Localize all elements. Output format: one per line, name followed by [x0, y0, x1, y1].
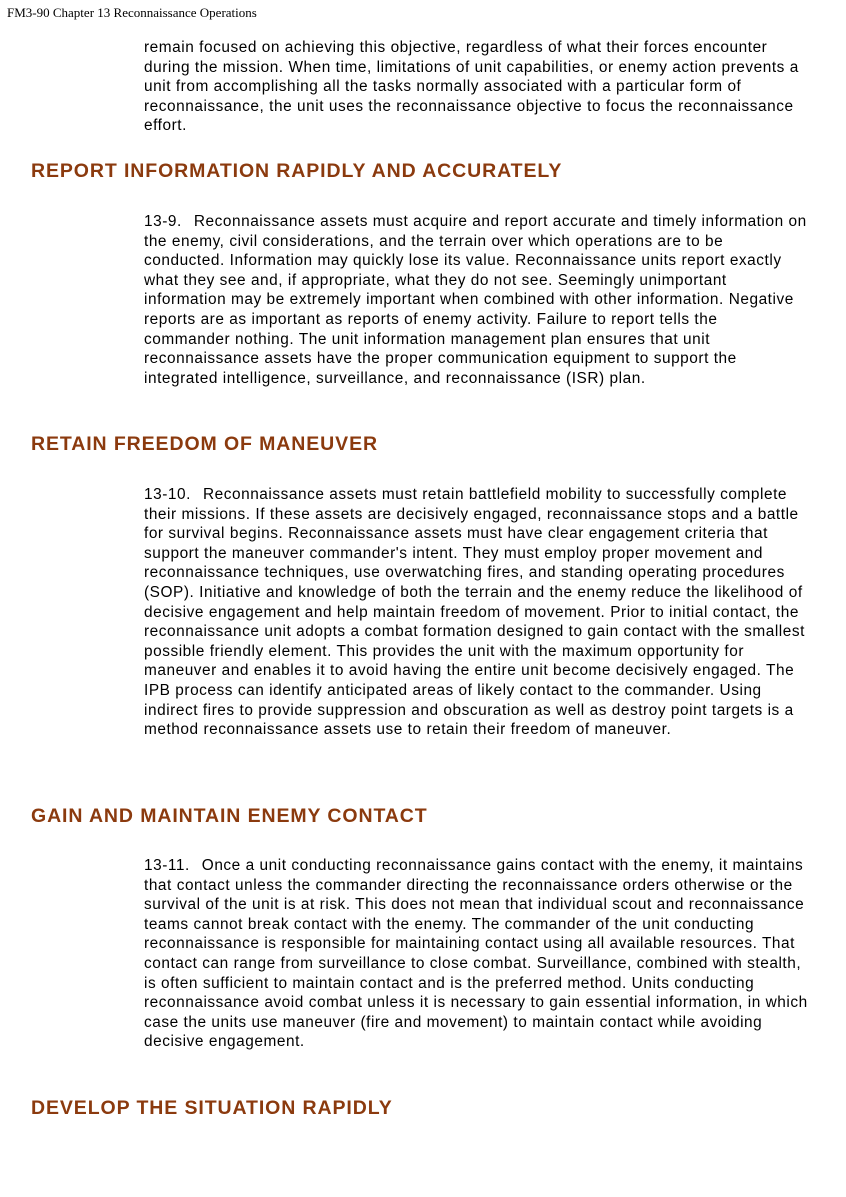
- paragraph-13-9: [144, 212, 808, 388]
- section-heading-report-information: REPORT INFORMATION RAPIDLY AND ACCURATELY: [31, 160, 563, 182]
- paragraph-13-11: [144, 856, 808, 1052]
- paragraph-number: 13-11.: [144, 857, 190, 874]
- continuation-text: remain focused on achieving this objective, regardless of what their forces encounter during the mission. When time, limitations of unit capabilities, or enemy action prevents a unit from accomplishing all the tasks normally associated with a particular form of reconnaissance, the unit uses the reconnaissance objective to focus the reconnaissance effort.: [144, 39, 799, 135]
- paragraph-text: Once a unit conducting reconnaissance gains contact with the enemy, it maintains that contact unless the commander directing the reconnaissance orders otherwise or the survival of the unit is at risk. This does not mean that individual scout and reconnaissance teams cannot break contact with the enemy. The commander of the unit conducting reconnaissance is responsible for maintaining contact using all available resources. That contact can range from surveillance to close combat. Surveillance, combined with stealth, is often sufficient to maintain contact and is the preferred method. Units conducting reconnaissance avoid combat unless it is necessary to gain essential information, in which case the units use maneuver (fire and movement) to maintain contact while avoiding decisive engagement.: [144, 857, 808, 1051]
- paragraph-number: 13-9.: [144, 213, 182, 230]
- section-heading-develop-situation: DEVELOP THE SITUATION RAPIDLY: [31, 1097, 393, 1119]
- running-header: FM3-90 Chapter 13 Reconnaissance Operations: [7, 5, 257, 20]
- paragraph-text: Reconnaissance assets must acquire and report accurate and timely information on the enemy, civil considerations, and the terrain over which operations are to be conducted. Information may quickly lose its value. Reconnaissance units report exactly what they see and, if appropriate, what they do not see. Seemingly unimportant information may be extremely important when combined with other information. Negative reports are as important as reports of enemy activity. Failure to report tells the commander nothing. The unit information management plan ensures that unit reconnaissance assets have the proper communication equipment to support the integrated intelligence, surveillance, and reconnaissance (ISR) plan.: [144, 213, 807, 387]
- section-heading-retain-freedom: RETAIN FREEDOM OF MANEUVER: [31, 433, 378, 455]
- paragraph-text: Reconnaissance assets must retain battlefield mobility to successfully complete their missions. If these assets are decisively engaged, reconnaissance stops and a battle for survival begins. Reconnaissance assets must have clear engagement criteria that support the maneuver commander's intent. They must employ proper movement and reconnaissance techniques, use overwatching fires, and standing operating procedures (SOP). Initiative and knowledge of both the terrain and the enemy reduce the likelihood of decisive engagement and help maintain freedom of movement. Prior to initial contact, the reconnaissance unit adopts a combat formation designed to gain contact with the smallest possible friendly element. This provides the unit with the maximum opportunity for maneuver and enables it to avoid having the entire unit become decisively engaged. The IPB process can identify anticipated areas of likely contact to the commander. Using indirect fires to provide suppression and obscuration as well as destroy point targets is a method reconnaissance assets use to retain their freedom of maneuver.: [144, 486, 805, 739]
- paragraph-number: 13-10.: [144, 486, 191, 503]
- paragraph-13-10: [144, 485, 808, 740]
- continuation-paragraph: [144, 38, 808, 136]
- section-heading-gain-maintain-contact: GAIN AND MAINTAIN ENEMY CONTACT: [31, 805, 428, 827]
